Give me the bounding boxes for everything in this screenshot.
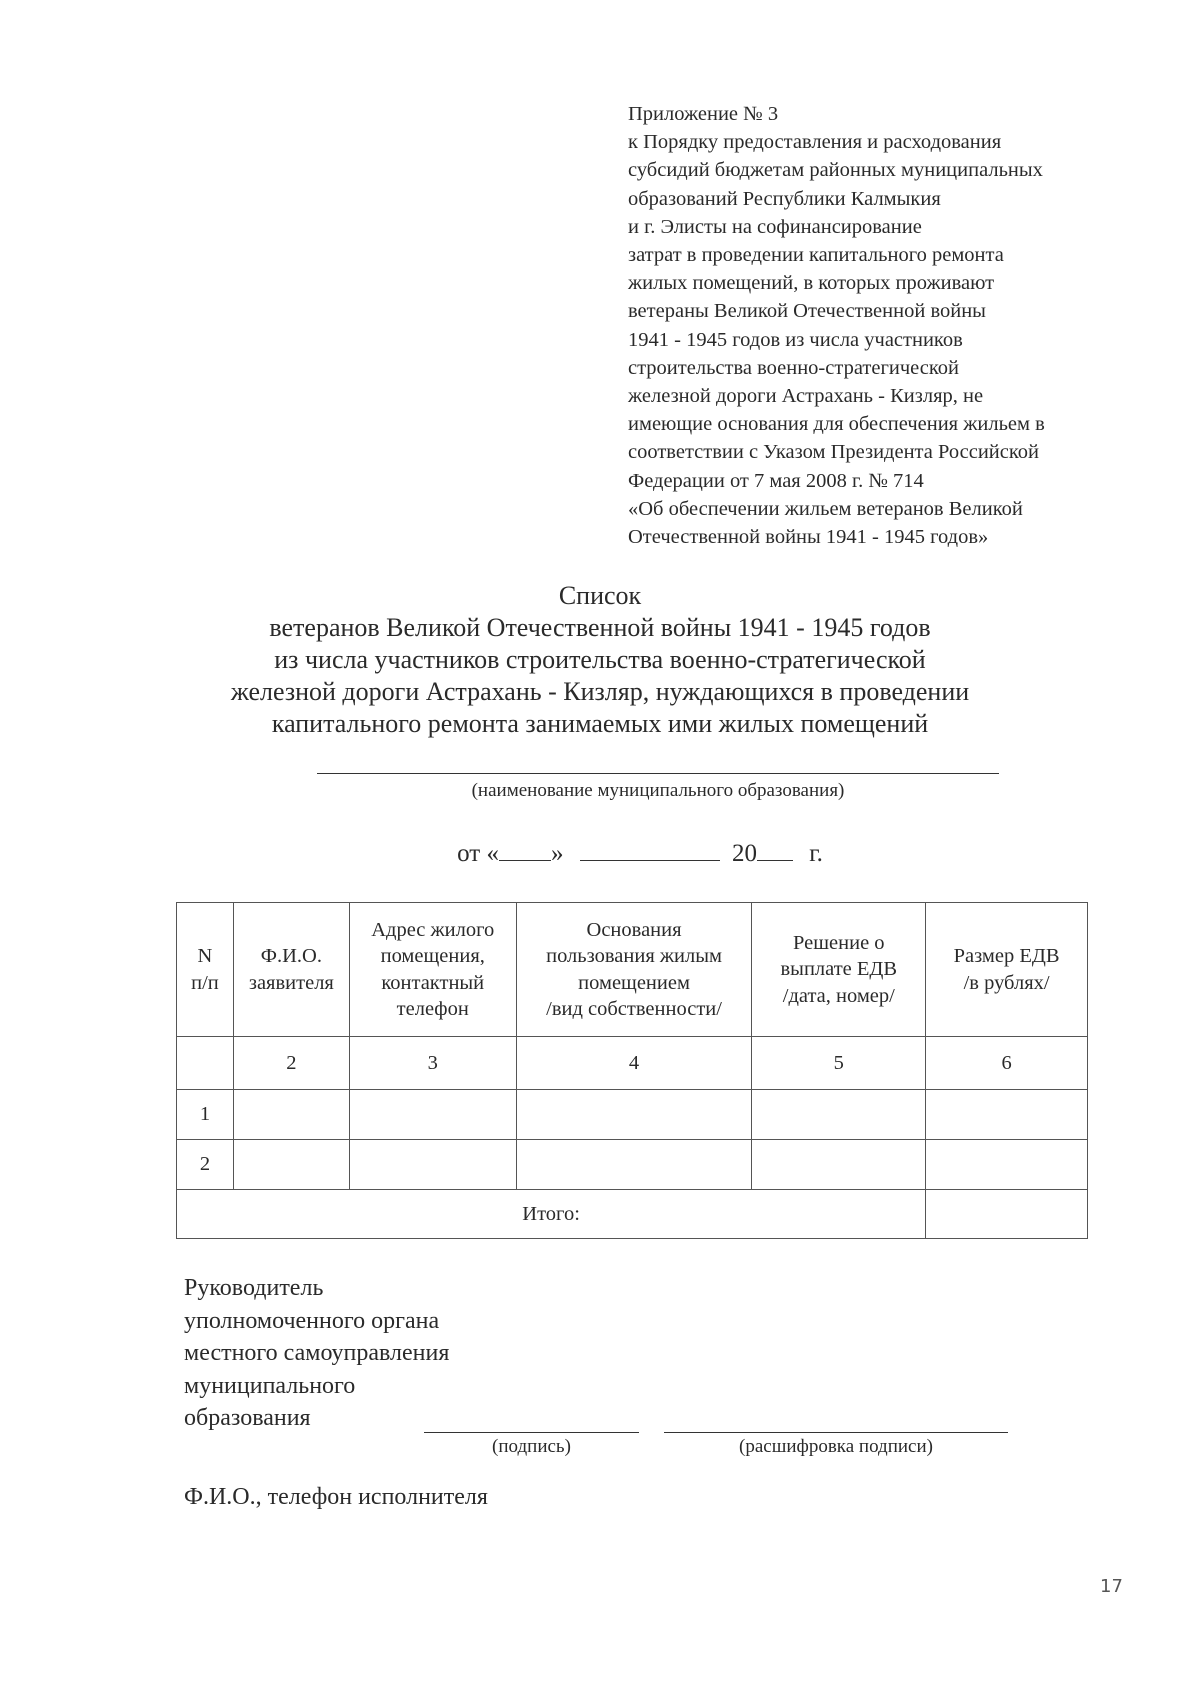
table-cell: 2 <box>177 1140 234 1190</box>
header-cell-amount <box>926 903 1088 1037</box>
executor-label: Ф.И.О., телефон исполнителя <box>184 1484 488 1510</box>
header-cell-decision <box>752 903 926 1037</box>
appendix-line: железной дороги Астрахань - Кизляр, не <box>628 385 984 408</box>
appendix-line: соответствии с Указом Президента Российской <box>628 441 1040 464</box>
date-mid: » <box>550 840 564 867</box>
table-cell: 5 <box>752 1037 926 1090</box>
appendix-line: субсидий бюджетам районных муниципальных <box>628 159 1043 182</box>
header-text: Размер ЕДВ <box>953 945 1060 967</box>
table-cell <box>233 1140 349 1190</box>
title-line: железной дороги Астрахань - Кизляр, нуждающихся в проведении <box>230 677 970 706</box>
table-header-row <box>177 903 1088 1037</box>
signature-decode-caption: (расшифровка подписи) <box>739 1436 933 1457</box>
appendix-line: строительства военно-стратегической <box>628 356 959 379</box>
appendix-line: Отечественной войны 1941 - 1945 годов» <box>628 526 989 549</box>
header-text: помещения, <box>380 945 485 967</box>
signer-line: местного самоуправления <box>184 1340 450 1366</box>
header-text: помещением <box>578 971 690 994</box>
year-blank <box>757 838 793 861</box>
municipality-name-line <box>317 773 999 774</box>
header-text: /в рублях/ <box>963 971 1050 994</box>
table-cell: 2 <box>233 1037 349 1090</box>
signer-line: муниципального <box>184 1372 356 1399</box>
title-line: ветеранов Великой Отечественной войны 1941 - 1945 годов <box>269 613 931 642</box>
header-text: Основания <box>586 918 682 941</box>
signer-line: Руководитель <box>184 1275 324 1301</box>
table-cell: 1 <box>177 1090 234 1140</box>
header-text: /дата, номер/ <box>782 984 895 1007</box>
appendix-line: Федерации от 7 мая 2008 г. № 714 <box>628 469 924 492</box>
header-text: /вид собственности/ <box>546 998 722 1020</box>
total-value <box>926 1190 1088 1239</box>
date-suffix: г. <box>809 840 823 867</box>
header-cell-number <box>177 903 234 1037</box>
signer-line: уполномоченного органа <box>184 1307 440 1334</box>
appendix-line: и г. Элисты на софинансирование <box>628 215 922 238</box>
signature-line <box>424 1432 639 1433</box>
appendix-line: жилых помещений, в которых проживают <box>628 272 995 295</box>
title-line: Список <box>558 581 642 610</box>
table-row <box>177 1140 1088 1190</box>
appendix-line: 1941 - 1945 годов из числа участников <box>628 328 963 351</box>
table-cell <box>516 1140 752 1190</box>
municipality-caption: (наименование муниципального образования) <box>471 780 845 801</box>
appendix-line: имеющие основания для обеспечения жильем в <box>628 413 1045 436</box>
appendix-line: Приложение № 3 <box>628 103 779 125</box>
header-cell-basis <box>516 903 752 1037</box>
table-cell <box>926 1140 1088 1190</box>
table-cell <box>349 1090 516 1140</box>
date-prefix: от « <box>457 840 499 867</box>
header-text: телефон <box>396 998 469 1020</box>
appendix-header <box>628 100 1168 551</box>
header-text: пользования жилым <box>546 945 722 967</box>
appendix-line: «Об обеспечении жильем ветеранов Великой <box>628 497 1023 520</box>
header-text: Решение о <box>793 931 885 954</box>
document-title <box>180 580 1020 740</box>
table-cell: 4 <box>516 1037 752 1090</box>
appendix-line: затрат в проведении капитального ремонта <box>628 244 1004 267</box>
table-total-row <box>177 1190 1088 1239</box>
header-cell-applicant <box>233 903 349 1037</box>
table-cell <box>926 1090 1088 1140</box>
date-year-prefix: 20 <box>731 840 757 867</box>
signer-block <box>184 1272 644 1435</box>
title-line: из числа участников строительства военно-стратегической <box>274 645 926 674</box>
month-blank <box>580 838 720 861</box>
header-text: выплате ЕДВ <box>780 958 898 981</box>
appendix-line: ветераны Великой Отечественной войны <box>628 300 986 323</box>
veterans-table <box>176 902 1088 1239</box>
appendix-line: к Порядку предоставления и расходования <box>628 131 1002 154</box>
header-cell-address <box>349 903 516 1037</box>
table-cell <box>752 1140 926 1190</box>
table-row <box>177 1090 1088 1140</box>
appendix-line: образований Республики Калмыкия <box>628 187 941 210</box>
date-line <box>380 838 900 868</box>
title-line: капитального ремонта занимаемых ими жилых помещений <box>271 709 929 738</box>
table-cell <box>752 1090 926 1140</box>
header-text: контактный <box>381 971 485 994</box>
signature-decode-line <box>664 1432 1008 1433</box>
table-cell <box>177 1037 234 1090</box>
table-cell <box>233 1090 349 1140</box>
header-text: п/п <box>191 971 219 994</box>
header-text: Адрес жилого <box>371 918 495 941</box>
page-number: 17 <box>1100 1576 1123 1597</box>
table-cell: 6 <box>926 1037 1088 1090</box>
table-cell <box>516 1090 752 1140</box>
day-blank <box>499 838 551 861</box>
signature-caption: (подпись) <box>492 1436 571 1457</box>
header-text: N <box>197 945 213 967</box>
table-cell <box>349 1140 516 1190</box>
signer-line: образования <box>184 1405 311 1431</box>
table-numbering-row <box>177 1037 1088 1090</box>
table-cell: 3 <box>349 1037 516 1090</box>
header-text: Ф.И.О. <box>260 945 322 967</box>
header-text: заявителя <box>248 971 334 994</box>
total-label: Итого: <box>177 1190 926 1239</box>
